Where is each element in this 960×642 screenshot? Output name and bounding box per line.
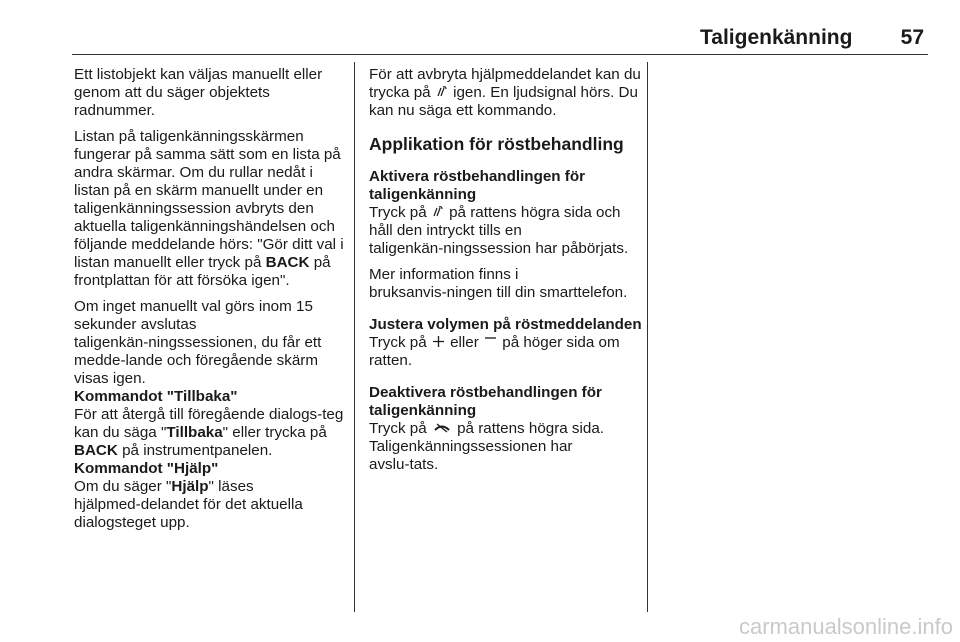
page-header-title: Taligenkänning <box>700 26 853 49</box>
volume-heading: Justera volymen på röstmeddelanden <box>369 316 642 333</box>
timeout-paragraph: Om inget manuellt val görs inom 15 sekunder avslutas taligenkän‑ningssessionen, du får ett medde‑lande och föregående skärm visas igen. <box>74 298 322 387</box>
volume-paragraph: Tryck på eller på höger sida om ratten. <box>369 334 620 369</box>
column-divider-1 <box>354 62 355 612</box>
watermark: carmanualsonline.info <box>738 614 953 639</box>
back-command-heading: Kommandot "Tillbaka" <box>74 388 238 405</box>
activate-heading: Aktivera röstbehandlingen för taligenkänning <box>369 168 586 203</box>
activate-paragraph: Tryck på på rattens högra sida och håll den intryckt tills en taligenkän‑ningssession har påbörjats. <box>369 204 629 257</box>
right-column <box>369 66 645 482</box>
help-command-heading: Kommandot "Hjälp" <box>74 460 219 477</box>
deactivate-heading: Deaktivera röstbehandlingen för taligenkänning <box>369 384 602 419</box>
volume-plus-icon <box>433 334 444 352</box>
list-selection-paragraph: Ett listobjekt kan väljas manuellt eller genom att du säger objektets radnummer. <box>74 66 323 119</box>
hang-up-icon <box>433 420 451 438</box>
voice-button-icon <box>437 84 447 102</box>
back-command-paragraph: För att återgå till föregående dialogs‑teg kan du säga "Tillbaka" eller trycka på BACK på instrumentpanelen. <box>74 406 344 459</box>
header-rule <box>72 54 928 55</box>
section-title: Applikation för röstbehandling <box>369 134 624 154</box>
list-screen-paragraph: Listan på taligenkänningsskärmen fungerar på samma sätt som en lista på andra skärmar. Om du rullar nedåt i listan på en skärm manuellt under en taligenkänningssession avbryts den aktuella taligenkänningshändelsen och följande meddelande hörs: "Gör ditt val i listan manuellt eller tryck på BACK på frontplattan för att försöka igen". <box>74 128 344 289</box>
deactivate-paragraph: Tryck på på rattens högra sida. Taligenkänningssessionen har avslu‑tats. <box>369 420 605 473</box>
left-column <box>74 66 346 540</box>
column-divider-2 <box>647 62 648 612</box>
voice-button-icon <box>433 204 443 222</box>
volume-minus-icon <box>485 334 496 352</box>
page-number: 57 <box>900 26 924 49</box>
help-command-paragraph: Om du säger "Hjälp" läses hjälpmed‑delandet för det aktuella dialogsteget upp. <box>74 478 303 531</box>
info-paragraph: Mer information finns i bruksanvis‑ningen till din smarttelefon. <box>369 266 628 301</box>
cancel-help-paragraph: För att avbryta hjälpmeddelandet kan du trycka på igen. En ljudsignal hörs. Du kan nu säga ett kommando. <box>369 66 641 119</box>
